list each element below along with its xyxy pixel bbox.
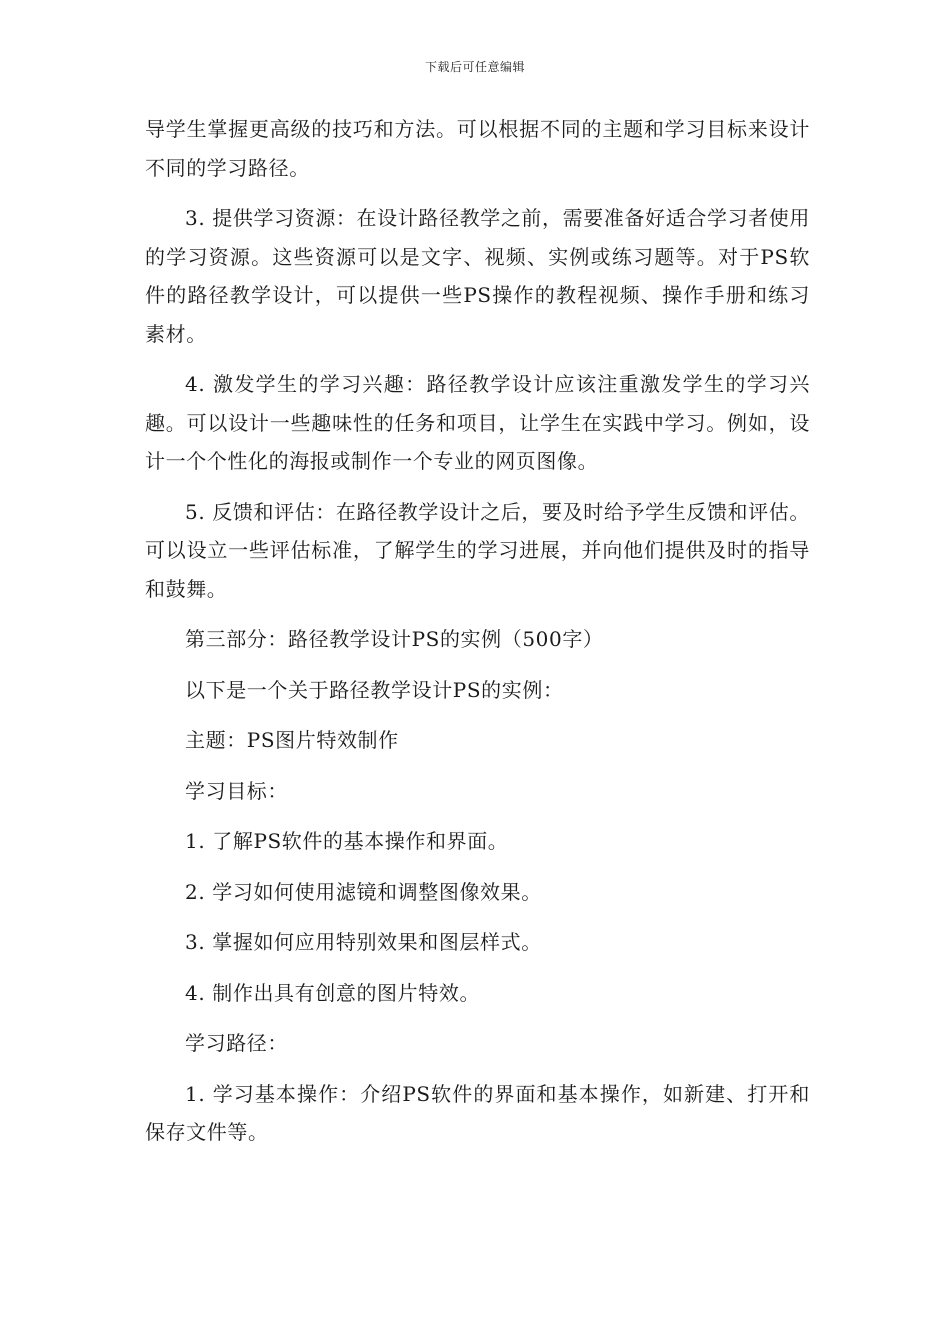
page-header: 下载后可任意编辑 <box>424 60 525 74</box>
paragraph-continuation: 导学生掌握更高级的技巧和方法。可以根据不同的主题和学习目标来设计不同的学习路径。 <box>145 117 810 180</box>
document-body <box>145 110 810 1164</box>
paragraph-feedback-evaluation: 5. 反馈和评估：在路径教学设计之后，要及时给予学生反馈和评估。可以设立一些评估标准，了解学生的学习进展，并向他们提供及时的指导和鼓舞。 <box>145 499 810 601</box>
paragraph-learning-path-heading: 学习路径： <box>185 1031 288 1055</box>
list-item-goal-1: 1. 了解PS软件的基本操作和界面。 <box>185 829 509 853</box>
list-item-goal-3: 3. 掌握如何应用特别效果和图层样式。 <box>185 930 542 954</box>
paragraph-topic: 主题：PS图片特效制作 <box>185 728 399 752</box>
list-item-goal-2: 2. 学习如何使用滤镜和调整图像效果。 <box>185 879 542 904</box>
paragraph-provide-resources: 3. 提供学习资源：在设计路径教学之前，需要准备好适合学习者使用的学习资源。这些资源可以是文字、视频、实例或练习题等。对于PS软件的路径教学设计，可以提供一些PS操作的教程视频、操作手册和练习素材。 <box>145 206 810 346</box>
paragraph-stimulate-interest: 4. 激发学生的学习兴趣：路径教学设计应该注重激发学生的学习兴趣。可以设计一些趣味性的任务和项目，让学生在实践中学习。例如，设计一个个性化的海报或制作一个专业的网页图像。 <box>145 372 810 473</box>
paragraph-example-intro: 以下是一个关于路径教学设计PS的实例： <box>185 677 564 702</box>
list-item-path-1: 1. 学习基本操作：介绍PS软件的界面和基本操作，如新建、打开和保存文件等。 <box>145 1081 810 1144</box>
list-item-goal-4: 4. 制作出具有创意的图片特效。 <box>185 980 481 1005</box>
section-heading-part-three: 第三部分：路径教学设计PS的实例（500字） <box>185 627 604 651</box>
paragraph-learning-goals-heading: 学习目标： <box>185 778 288 803</box>
